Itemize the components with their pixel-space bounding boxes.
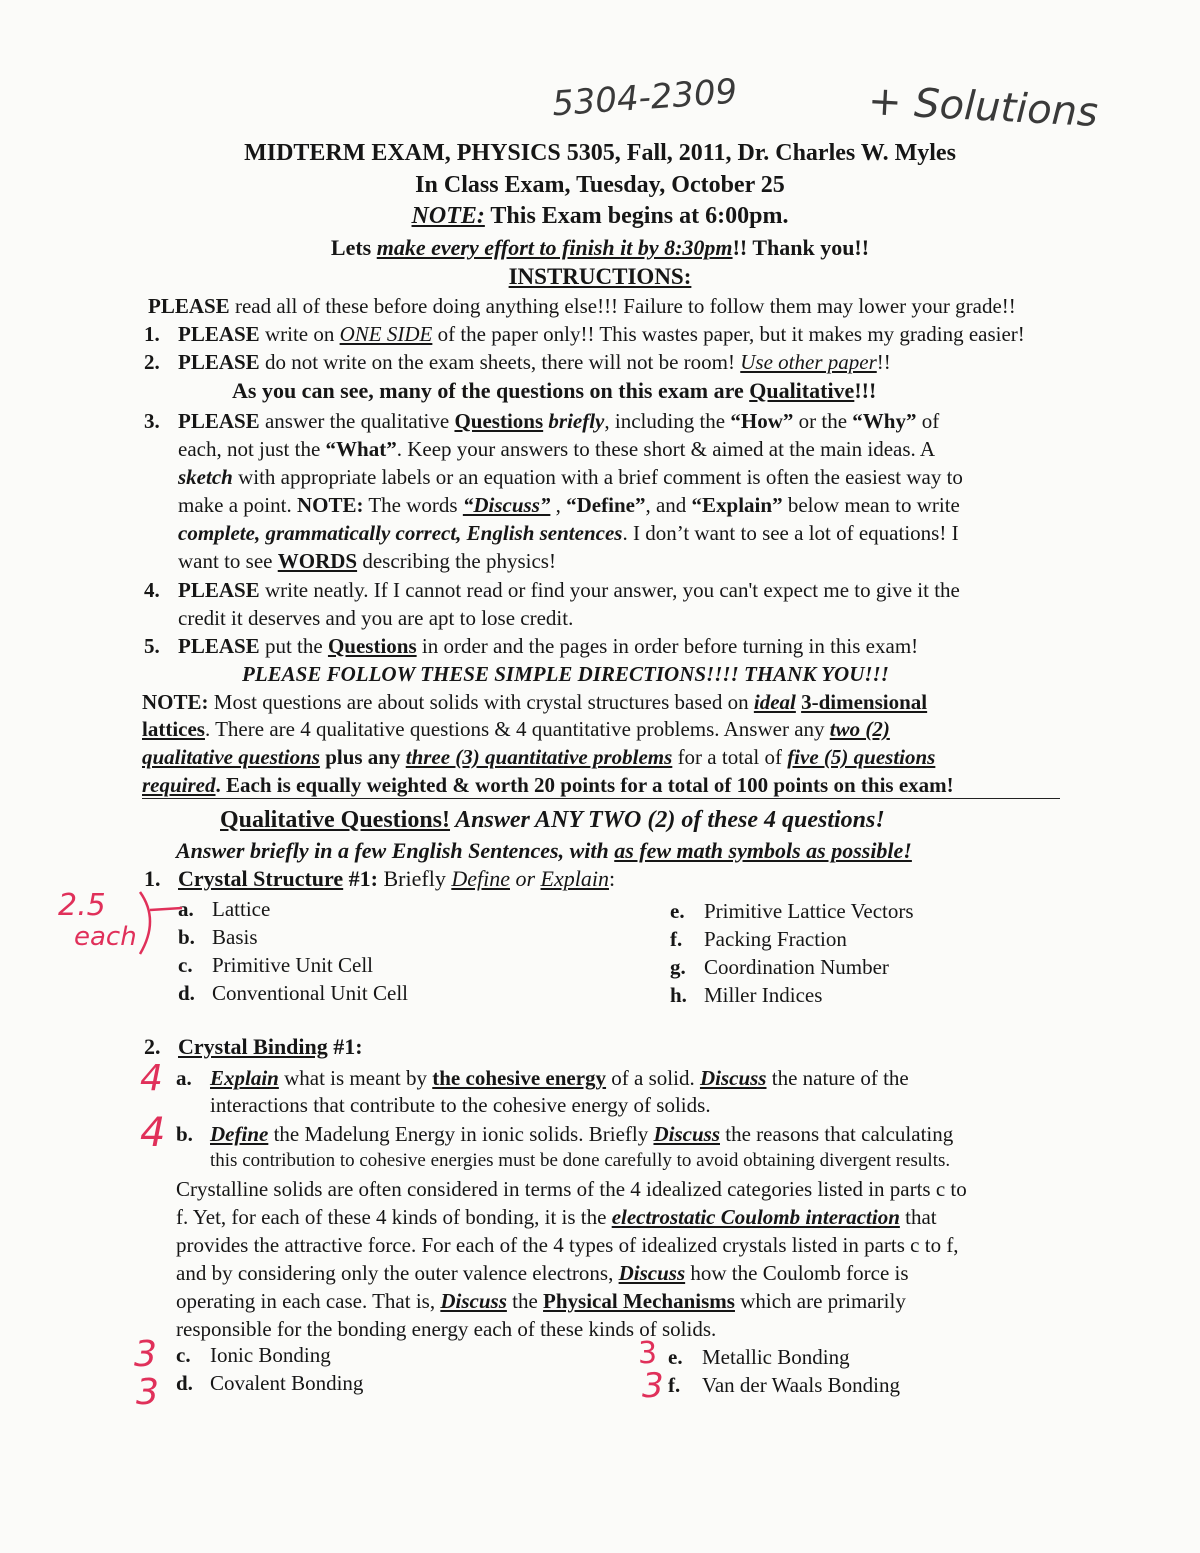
instruction-3-questions: Questions (454, 409, 544, 433)
instruction-3-text-c: or the (793, 409, 853, 433)
instruction-1-text-a: write on (259, 322, 340, 346)
instruction-3-line-6-a: want to see (178, 549, 278, 573)
q1-item-h-letter: h. (670, 983, 687, 1007)
q2-paragraph-line-2 (176, 1204, 937, 1230)
q2-coulomb-interaction: electrostatic Coulomb interaction (611, 1205, 900, 1229)
q1-item-a-letter: a. (178, 897, 194, 921)
q2-part-a-line-1 (176, 1065, 909, 1091)
q1-item-e-label: Primitive Lattice Vectors (704, 899, 914, 923)
q1-define: Define (451, 866, 510, 891)
q1-item-h-label: Miller Indices (704, 983, 823, 1007)
instruction-3-line-4-e: below mean to write (782, 493, 960, 517)
q2-paragraph-line-5 (176, 1288, 906, 1314)
q2-paragraph-discuss-2: Discuss (440, 1289, 507, 1313)
q2-number: 2. (144, 1034, 161, 1059)
instruction-3-line-5-a: . I don’t want to see a lot of equations! I (622, 521, 959, 545)
instruction-3-note: NOTE: (296, 493, 364, 517)
instruction-3-briefly: briefly (548, 409, 605, 433)
note-lattices: lattices (142, 717, 205, 741)
instruction-3-number: 3. (144, 409, 160, 433)
q2-title-underlined: Crystal Binding (178, 1034, 328, 1059)
q2-part-a-cohesive-energy: the cohesive energy (432, 1066, 607, 1090)
intro-please: PLEASE (148, 294, 230, 318)
q1-item-d-letter: d. (178, 981, 195, 1005)
instruction-5-questions: Questions (327, 634, 417, 658)
q2-paragraph-line-4-a: and by considering only the outer valence electrons, (176, 1261, 619, 1285)
instruction-3-line-2-b: . Keep your answers to these short & aimed at the main ideas. A (396, 437, 936, 461)
qualitative-note-underlined: Qualitative (749, 378, 855, 403)
finish-post: !! Thank you!! (732, 235, 870, 260)
instruction-2-please: PLEASE (178, 350, 260, 374)
q1-item-c-letter: c. (178, 953, 193, 977)
instruction-1-text-b: of the paper only!! This wastes paper, but it makes my grading easier! (432, 322, 1025, 346)
q2-part-b-discuss: Discuss (653, 1122, 720, 1146)
instruction-5-text-b: in order and the pages in order before turning in this exam! (416, 634, 919, 658)
note-five-questions: five (5) questions (787, 745, 936, 769)
grade-mark-part-a: 4 (140, 1058, 163, 1099)
note-required: required (142, 773, 216, 797)
instruction-3-line-4-c: , (550, 493, 567, 517)
q2-item-e-label: Metallic Bonding (702, 1345, 850, 1369)
q2-paragraph-line-2-b: that (899, 1205, 937, 1229)
instruction-3-words: WORDS (277, 549, 358, 573)
q1-item-d-label: Conventional Unit Cell (212, 981, 408, 1005)
intro-text: read all of these before doing anything else!!! Failure to follow them may lower your grade!! (229, 294, 1016, 318)
qualitative-sub-a: Answer briefly in a few English Sentences, with (176, 838, 615, 863)
instruction-3-line-4-b: The words (363, 493, 463, 517)
grade-mark-part-b: 4 (140, 1110, 166, 1156)
note-bold: NOTE: (142, 690, 209, 714)
q1-item-b-letter: b. (178, 925, 195, 949)
follow-directions: PLEASE FOLLOW THESE SIMPLE DIRECTIONS!!!! THANK YOU!!! (242, 662, 889, 686)
note-line-1-a: Most questions are about solids with crystal structures based on (208, 690, 754, 714)
q2-paragraph-line-5-c: which are primarily (734, 1289, 906, 1313)
q2-item-e (668, 1344, 850, 1370)
grade-mark-part-f: 3 (642, 1366, 664, 1406)
q2-title-number: #1: (327, 1034, 363, 1059)
note-line-2-a: . There are 4 qualitative questions & 4 quantitative problems. Answer any (204, 717, 830, 741)
q2-title (144, 1034, 363, 1060)
note-two: two (2) (829, 717, 890, 741)
qualitative-note-pre: As you can see, many of the questions on this exam are (232, 378, 750, 403)
qualitative-note-post: !!! (854, 378, 877, 403)
note-line-4-a: . Each is equally weighted & worth 20 points for a total of 100 points on this exam! (215, 773, 954, 797)
instruction-3-complete-sentences: complete, grammatically correct, English sentences (178, 521, 623, 545)
qualitative-sub-underlined: as few math symbols as possible! (614, 838, 912, 863)
q2-paragraph-line-5-b: the (506, 1289, 544, 1313)
grade-mark-part-c: 3 (134, 1334, 157, 1375)
instruction-3-sketch: sketch (178, 465, 233, 489)
instruction-3-line-2-a: each, not just the (178, 437, 326, 461)
q2-paragraph-line-4-b: how the Coulomb force is (685, 1261, 909, 1285)
q2-item-f-letter: f. (668, 1373, 681, 1397)
title-course-number: 5305 (566, 140, 615, 166)
q2-item-c-label: Ionic Bonding (210, 1343, 331, 1367)
grade-mark-part-d: 3 (136, 1372, 159, 1413)
q1-explain: Explain (540, 866, 609, 891)
instruction-2-emphasis: Use other paper (740, 350, 877, 374)
q2-part-a-text-1: what is meant by (278, 1066, 433, 1090)
word-define: “Define” (566, 493, 646, 517)
q1-title-number: #1: (343, 866, 384, 891)
q2-paragraph-line-3: provides the attractive force. For each of the 4 types of idealized crystals listed in parts c to f, (176, 1233, 959, 1257)
q2-part-a-letter: a. (176, 1066, 192, 1090)
instruction-4-line-2: credit it deserves and you are apt to lose credit. (178, 606, 574, 630)
instructions-heading-text: INSTRUCTIONS: (508, 264, 692, 289)
grade-mark-part-e: 3 (638, 1336, 658, 1371)
q2-paragraph-line-6: responsible for the bonding energy each of these kinds of solids. (176, 1317, 717, 1341)
q2-paragraph-line-5-a: operating in each case. That is, (176, 1289, 441, 1313)
q1-item-g-letter: g. (670, 955, 686, 979)
q2-part-b-text-1: the Madelung Energy in ionic solids. Briefly (268, 1122, 654, 1146)
instruction-2-text-b: !! (876, 350, 891, 374)
instruction-3-text-d: of (916, 409, 940, 433)
q1-briefly: Briefly (383, 866, 452, 891)
instruction-3-line-3-a: with appropriate labels or an equation with a brief comment is often the easiest way to (232, 465, 963, 489)
instruction-1-please: PLEASE (178, 322, 260, 346)
instruction-5-please: PLEASE (178, 634, 260, 658)
q2-paragraph-discuss-1: Discuss (618, 1261, 686, 1285)
word-explain: “Explain” (691, 493, 783, 517)
instruction-4-please: PLEASE (178, 578, 260, 602)
instruction-3-line-4-d: , and (645, 493, 692, 517)
q1-item-b-label: Basis (212, 925, 258, 949)
note-plus-any: plus any (319, 745, 406, 769)
q2-paragraph-line-1: Crystalline solids are often considered in terms of the 4 idealized categories listed in parts c to (176, 1177, 967, 1201)
q2-item-d (176, 1370, 363, 1396)
q2-item-e-letter: e. (668, 1345, 683, 1369)
instruction-4-text: write neatly. If I cannot read or find your answer, you can't expect me to give it the (259, 578, 960, 602)
instruction-5-text-a: put the (259, 634, 328, 658)
q1-item-g-label: Coordination Number (704, 955, 889, 979)
note-text: This Exam begins at 6:00pm. (484, 203, 789, 229)
exam-subtitle: In Class Exam, Tuesday, October 25 (415, 172, 785, 198)
instruction-2-text-a: do not write on the exam sheets, there will not be room! (259, 350, 741, 374)
q2-item-c-letter: c. (176, 1343, 191, 1367)
note-ideal: ideal (753, 690, 796, 714)
q2-item-d-label: Covalent Bonding (210, 1371, 364, 1395)
q1-number: 1. (144, 866, 161, 891)
instruction-3-text-b: , including the (604, 409, 731, 433)
instruction-3-please: PLEASE (178, 409, 260, 433)
q2-item-d-letter: d. (176, 1371, 193, 1395)
instruction-1-number: 1. (144, 322, 160, 346)
q2-item-c (176, 1342, 331, 1368)
instruction-3-text-a: answer the qualitative (259, 409, 455, 433)
q2-item-f (668, 1372, 900, 1398)
q2-paragraph-line-4 (176, 1260, 909, 1286)
instruction-5-number: 5. (144, 634, 160, 658)
finish-pre: Lets (330, 235, 377, 260)
instruction-2-number: 2. (144, 350, 160, 374)
instruction-1-emphasis: ONE SIDE (339, 322, 433, 346)
q2-part-a-text-2: of a solid. (606, 1066, 700, 1090)
q2-part-b-text-2: the reasons that calculating (720, 1122, 954, 1146)
title-suffix: , Fall, 2011, Dr. Charles W. Myles (614, 140, 956, 166)
q2-part-b-line-1 (176, 1121, 953, 1147)
handwritten-solutions-note: + Solutions (866, 78, 1100, 136)
note-line-3-b: for a total of (672, 745, 788, 769)
q2-paragraph-line-2-a: f. Yet, for each of these 4 kinds of bonding, it is the (176, 1205, 612, 1229)
handwritten-course-numbers: 5304-2309 (550, 71, 739, 125)
q2-part-b-define: Define (210, 1122, 269, 1146)
instruction-3-line-4-a: make a point. (178, 493, 297, 517)
grade-mark-each: each (74, 922, 137, 952)
q1-colon: : (608, 866, 616, 891)
instruction-3-how: “How” (730, 409, 794, 433)
note-qualitative-questions: qualitative questions (142, 745, 320, 769)
q1-item-f-label: Packing Fraction (704, 927, 847, 951)
q2-part-a-discuss: Discuss (699, 1066, 767, 1090)
instruction-4-number: 4. (144, 578, 160, 602)
title-prefix: MIDTERM EXAM, PHYSICS (244, 140, 567, 166)
qualitative-heading-underlined: Qualitative Questions! (220, 807, 451, 833)
note-label: NOTE: (411, 203, 485, 229)
q1-item-f-letter: f. (670, 927, 683, 951)
note-three-quantitative: three (3) quantitative problems (405, 745, 673, 769)
instruction-3-line-6-b: describing the physics! (357, 549, 556, 573)
instruction-3-what: “What” (325, 437, 397, 461)
q1-or: or (509, 866, 541, 891)
finish-emphasis: make every effort to finish it by 8:30pm (376, 235, 733, 260)
grade-mark-2-5: 2.5 (58, 888, 106, 923)
q1-item-c-label: Primitive Unit Cell (212, 953, 373, 977)
q1-item-e-letter: e. (670, 899, 685, 923)
note-3-dimensional: 3-dimensional (801, 690, 928, 714)
q2-part-a-line-2: interactions that contribute to the cohesive energy of solids. (210, 1093, 711, 1117)
q2-item-f-label: Van der Waals Bonding (702, 1373, 900, 1397)
q2-part-a-explain: Explain (210, 1066, 279, 1090)
q2-part-a-text-3: the nature of the (766, 1066, 909, 1090)
q1-title-underlined: Crystal Structure (178, 866, 344, 891)
q2-part-b-letter: b. (176, 1122, 193, 1146)
q1-item-a-label: Lattice (212, 897, 271, 921)
q2-part-b-line-2: this contribution to cohesive energies must be done carefully to avoid obtaining divergent results. (210, 1150, 951, 1171)
instruction-3-why: “Why” (852, 409, 917, 433)
word-discuss: “Discuss” (462, 493, 551, 517)
qualitative-heading-instruction: Answer ANY TWO (2) of these 4 questions! (450, 807, 885, 833)
q2-physical-mechanisms: Physical Mechanisms (543, 1289, 735, 1313)
